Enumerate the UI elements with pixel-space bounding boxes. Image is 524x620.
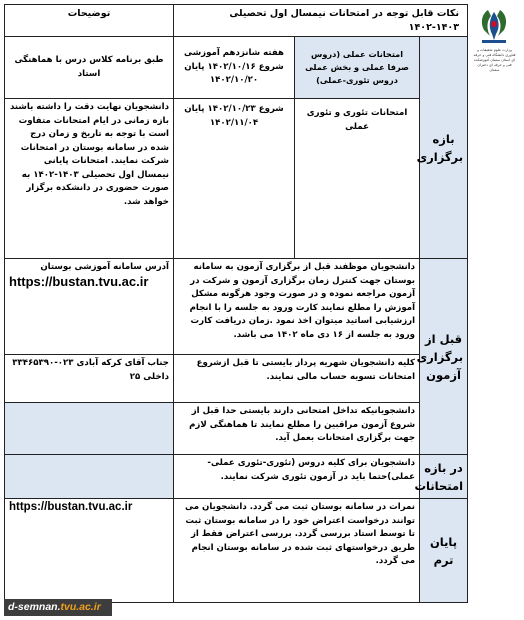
section-exam-period: بازه برگزاری xyxy=(420,37,468,259)
logo-caption: وزارت علوم تحقیقات و فناوری دانشگاه فنی و حرفه ای استان سمنان آموزشکده فنی و حرفه ای دختران سمنان xyxy=(473,48,516,72)
bustan-link-end[interactable]: https://bustan.tvu.ac.ir xyxy=(9,501,133,513)
before-exam-text: دانشجویان موظفند قبل از برگزاری آزمون به سامانه بوستان جهت کنترل زمان برگزاری آزمون و شرکت در آزمون مراجعه نموده و در صورت وجود هرگونه مشکل آموزش را مطلع نمایند کارت ورود به جلسه را با انجام ارزشیابی اساتید میتوان اخذ نمود .زمان دریافت کارت ورود به جلسه از ۱۶ دی ماه ۱۴۰۲ می باشد. xyxy=(174,259,420,355)
practical-exams-label: امتحانات عملی (دروس صرفا عملی و بخش عملی دروس تئوری-عملی) xyxy=(295,37,420,99)
university-emblem-icon xyxy=(474,6,514,46)
watermark-prefix: d-semnan. xyxy=(8,601,61,613)
during-exams-text: دانشجویان برای کلیه دروس (تئوری-تئوری عملی-عملی)حتما باید در آزمون تئوری شرکت نمایند. xyxy=(174,455,420,499)
exam-notes-table xyxy=(4,4,468,603)
university-logo xyxy=(470,4,519,124)
site-watermark xyxy=(4,599,112,616)
watermark-domain: tvu.ac.ir xyxy=(60,601,101,613)
bustan-address-cell xyxy=(5,259,174,355)
bustan-address-label: آدرس سامانه آموزشی بوستان xyxy=(40,262,169,272)
empty-note-cell xyxy=(5,403,174,455)
end-of-term-text: نمرات در سامانه بوستان ثبت می گردد. دانشجویان می توانند درخواست اعتراض خود را در سامانه بوستان ثبت تا توسط استاد بررسی گردد. بررسی اعتراض فقط از طریق درخواستهای ثبت شده در سامانه بوستان انجام می گردد. xyxy=(174,499,420,603)
exam-conflict-text: دانشجویانیکه تداخل امتحانی دارند بایستی حدا قبل از شروع آزمون مراقبین را مطلع نمایند تا هماهنگی لازم جهت برگزاری امتحانات بعمل آید. xyxy=(174,403,420,455)
section-during-exams: در بازه امتحانات xyxy=(420,455,468,499)
theory-exams-dates: شروع ۱۴۰۲/۱۰/۲۳ پایان ۱۴۰۲/۱۱/۰۴ xyxy=(174,99,295,259)
practical-exams-dates: هفته شانزدهم آموزشی شروع ۱۴۰۲/۱۰/۱۶ پایان ۱۴۰۲/۱۰/۲۰ xyxy=(174,37,295,99)
tuition-settlement-text: کلیه دانشجویان شهریه پرداز بایستی تا قبل ازشروع امتحانات تسویه حساب مالی نمایند. xyxy=(174,355,420,403)
schedule-sheet xyxy=(4,4,519,616)
empty-note-cell xyxy=(5,455,174,499)
bustan-link[interactable]: https://bustan.tvu.ac.ir xyxy=(9,273,149,289)
exam-period-notes: دانشجویان نهایت دقت را داشته باشند بازه زمانی در ایام امتحانات متفاوت است با توجه به تاریخ و زمان درج شده در سامانه بوستان در امتحانات شرکت نمایند. امتحانات پایانی نیمسال اول تحصیلی ۱۴۰۳-۱۴۰۲ به صورت حضوری در دانشکده برگزار خواهد شد. xyxy=(5,99,174,259)
section-end-of-term: پایان ترم xyxy=(420,499,468,603)
page-title: نکات قابل توجه در امتحانات نیمسال اول تحصیلی ۱۴۰۳-۱۴۰۲ xyxy=(174,5,468,37)
end-url-cell xyxy=(5,499,174,603)
notes-column-header: توضیحات xyxy=(5,5,174,37)
contact-note: جناب آقای کرکه آبادی ۰۲۳-۳۳۴۶۵۳۹۰ داخلی ۲۵ xyxy=(5,355,174,403)
practical-exams-plan: طبق برنامه کلاس درس با هماهنگی استاد xyxy=(5,37,174,99)
section-before-exam: قبل از برگزاری آزمون xyxy=(420,259,468,455)
theory-exams-label: امتحانات تئوری و تئوری عملی xyxy=(295,99,420,259)
